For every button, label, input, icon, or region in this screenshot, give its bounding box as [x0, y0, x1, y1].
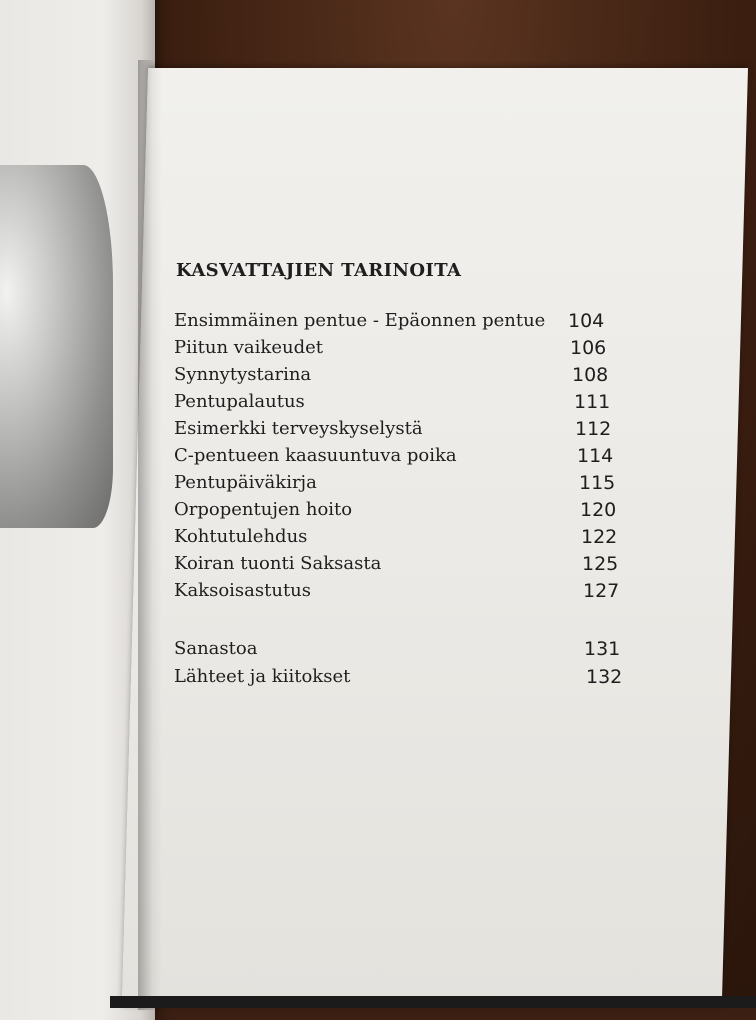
appendix-entry-page: 132	[586, 666, 623, 688]
toc-entry-page: 111	[574, 391, 611, 413]
toc-entry	[170, 310, 640, 337]
toc-entry	[170, 337, 640, 364]
toc-entry-title: Ensimmäinen pentue - Epäonnen pentue	[174, 310, 546, 331]
section-heading: KASVATTAJIEN TARINOITA	[176, 260, 462, 281]
toc-entry-page: 114	[577, 445, 614, 467]
book-bottom-edge	[110, 996, 756, 1008]
toc-entry-page: 108	[572, 364, 609, 386]
toc-entry	[170, 526, 640, 553]
toc-entry-title: Koiran tuonti Saksasta	[174, 553, 382, 574]
toc-entry	[170, 391, 640, 418]
toc-entry-title: Orpopentujen hoito	[174, 499, 353, 520]
toc-entry	[170, 364, 640, 391]
toc-entry	[170, 580, 640, 607]
appendix-entry	[170, 638, 640, 665]
left-page-photo	[0, 165, 113, 528]
appendix-entry-page: 131	[584, 638, 621, 660]
toc-entry-title: Synnytystarina	[174, 364, 312, 385]
book-gutter-shadow	[138, 60, 162, 1010]
appendix-entry	[170, 666, 640, 693]
toc-entry-page: 127	[583, 580, 620, 602]
toc-entry	[170, 499, 640, 526]
toc-entry-page: 120	[580, 499, 617, 521]
toc-entry-page: 104	[568, 310, 605, 332]
toc-entry-title: Piitun vaikeudet	[174, 337, 323, 358]
toc-entry-page: 106	[570, 337, 607, 359]
appendix-entry-title: Sanastoa	[174, 638, 258, 659]
toc-entry	[170, 445, 640, 472]
toc-entry-title: Esimerkki terveyskyselystä	[174, 418, 423, 439]
toc-entry-page: 125	[582, 553, 619, 575]
toc-entry-title: Pentupalautus	[174, 391, 305, 412]
toc-entry-title: C-pentueen kaasuuntuva poika	[174, 445, 457, 466]
toc-entry-page: 112	[575, 418, 612, 440]
toc-entry	[170, 553, 640, 580]
toc-entry	[170, 472, 640, 499]
toc-entry-title: Kohtutulehdus	[174, 526, 308, 547]
toc-entry-page: 115	[579, 472, 616, 494]
appendix-entry-title: Lähteet ja kiitokset	[174, 666, 351, 687]
toc-entry	[170, 418, 640, 445]
toc-entry-title: Kaksoisastutus	[174, 580, 312, 601]
toc-entry-page: 122	[581, 526, 618, 548]
toc-entry-title: Pentupäiväkirja	[174, 472, 317, 493]
